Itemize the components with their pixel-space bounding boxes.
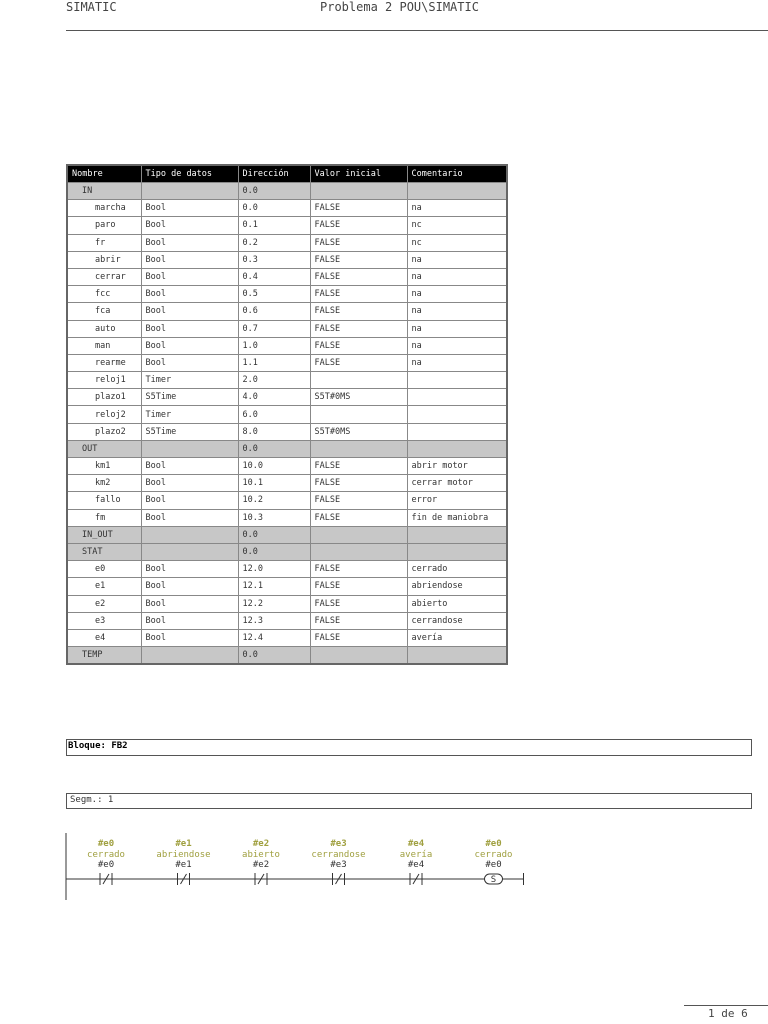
variable-declaration-table xyxy=(66,164,508,665)
cell-addr: 0.0 xyxy=(238,647,310,665)
cell-type: Bool xyxy=(141,612,238,629)
cell-comment: na xyxy=(407,200,507,217)
table-row xyxy=(67,320,507,337)
cell-addr: 4.0 xyxy=(238,389,310,406)
section-row xyxy=(67,526,507,543)
cell-addr: 12.2 xyxy=(238,595,310,612)
cell-type: Bool xyxy=(141,286,238,303)
table-row xyxy=(67,423,507,440)
cell-init: FALSE xyxy=(310,286,407,303)
cell-name: abrir xyxy=(67,251,141,268)
cell-addr: 0.3 xyxy=(238,251,310,268)
cell-type: Bool xyxy=(141,217,238,234)
cell-name: rearme xyxy=(67,354,141,371)
cell-addr: 0.5 xyxy=(238,286,310,303)
cell-addr: 0.0 xyxy=(238,440,310,457)
table-row xyxy=(67,217,507,234)
cell-init xyxy=(310,372,407,389)
cell-init xyxy=(310,647,407,665)
cell-init xyxy=(310,183,407,200)
contact-comment: cerrado xyxy=(87,850,125,860)
cell-name: e0 xyxy=(67,561,141,578)
contact-address: #e1 xyxy=(175,860,192,870)
cell-comment xyxy=(407,526,507,543)
cell-type: Bool xyxy=(141,268,238,285)
cell-init: FALSE xyxy=(310,354,407,371)
cell-comment xyxy=(407,440,507,457)
page-header-title: Problema 2 POU\SIMATIC xyxy=(320,0,479,14)
ladder-network xyxy=(60,830,540,902)
cell-comment: cerrandose xyxy=(407,612,507,629)
table-row xyxy=(67,303,507,320)
cell-init: S5T#0MS xyxy=(310,389,407,406)
cell-name: km2 xyxy=(67,475,141,492)
coil-address: #e0 xyxy=(485,860,502,870)
table-row xyxy=(67,475,507,492)
segment-title-box xyxy=(66,793,752,809)
cell-comment: na xyxy=(407,268,507,285)
cell-init: FALSE xyxy=(310,234,407,251)
cell-addr: 0.0 xyxy=(238,200,310,217)
cell-type: Bool xyxy=(141,492,238,509)
cell-addr: 0.4 xyxy=(238,268,310,285)
cell-comment: abrir motor xyxy=(407,458,507,475)
cell-comment xyxy=(407,647,507,665)
cell-name: paro xyxy=(67,217,141,234)
table-row xyxy=(67,561,507,578)
contact-operand: #e1 xyxy=(175,839,192,849)
cell-init: FALSE xyxy=(310,509,407,526)
footer-rule xyxy=(684,1005,768,1006)
cell-addr: 2.0 xyxy=(238,372,310,389)
cell-type: Bool xyxy=(141,458,238,475)
contact-address: #e0 xyxy=(97,860,115,870)
section-row xyxy=(67,543,507,560)
cell-type: Bool xyxy=(141,303,238,320)
cell-comment xyxy=(407,423,507,440)
cell-addr: 10.1 xyxy=(238,475,310,492)
cell-comment: fin de maniobra xyxy=(407,509,507,526)
cell-comment: na xyxy=(407,303,507,320)
cell-addr: 12.0 xyxy=(238,561,310,578)
coil-symbol: S xyxy=(490,875,497,885)
cell-name: reloj2 xyxy=(67,406,141,423)
column-header-valor-inicial: Valor inicial xyxy=(310,165,407,183)
cell-type xyxy=(141,526,238,543)
table-row xyxy=(67,268,507,285)
section-row xyxy=(67,647,507,665)
cell-addr: 12.3 xyxy=(238,612,310,629)
section-row xyxy=(67,183,507,200)
coil-operand: #e0 xyxy=(485,839,502,849)
cell-init: FALSE xyxy=(310,251,407,268)
cell-comment: na xyxy=(407,286,507,303)
cell-name: man xyxy=(67,337,141,354)
cell-name: e3 xyxy=(67,612,141,629)
coil-comment: cerrado xyxy=(474,850,513,860)
cell-type: Bool xyxy=(141,509,238,526)
cell-addr: 1.1 xyxy=(238,354,310,371)
cell-comment: abierto xyxy=(407,595,507,612)
table-row xyxy=(67,337,507,354)
segment-title: Segm.: 1 xyxy=(70,795,114,805)
cell-addr: 10.2 xyxy=(238,492,310,509)
column-header-nombre: Nombre xyxy=(67,165,141,183)
contact-operand: #e4 xyxy=(407,839,425,849)
cell-init: FALSE xyxy=(310,612,407,629)
cell-name: e1 xyxy=(67,578,141,595)
cell-comment xyxy=(407,389,507,406)
cell-addr: 10.0 xyxy=(238,458,310,475)
cell-addr: 0.0 xyxy=(238,526,310,543)
cell-init xyxy=(310,440,407,457)
table-row xyxy=(67,458,507,475)
contact-address: #e4 xyxy=(407,860,425,870)
cell-comment: error xyxy=(407,492,507,509)
cell-comment xyxy=(407,183,507,200)
cell-init: FALSE xyxy=(310,629,407,646)
cell-type xyxy=(141,647,238,665)
cell-comment xyxy=(407,372,507,389)
column-header-direccion: Dirección xyxy=(238,165,310,183)
cell-name: reloj1 xyxy=(67,372,141,389)
cell-name: fr xyxy=(67,234,141,251)
section-row xyxy=(67,440,507,457)
cell-init xyxy=(310,406,407,423)
cell-addr: 0.1 xyxy=(238,217,310,234)
cell-comment: na xyxy=(407,354,507,371)
cell-type: Timer xyxy=(141,406,238,423)
cell-addr: 0.0 xyxy=(238,183,310,200)
cell-init: FALSE xyxy=(310,475,407,492)
cell-init: FALSE xyxy=(310,320,407,337)
table-row xyxy=(67,629,507,646)
table-row xyxy=(67,234,507,251)
table-row xyxy=(67,578,507,595)
column-header-comentario: Comentario xyxy=(407,165,507,183)
cell-comment: na xyxy=(407,251,507,268)
cell-type: Bool xyxy=(141,354,238,371)
cell-name: fca xyxy=(67,303,141,320)
contact-address: #e3 xyxy=(330,860,347,870)
table-header-row xyxy=(67,165,507,183)
cell-type: Bool xyxy=(141,629,238,646)
cell-type: Timer xyxy=(141,372,238,389)
table-row xyxy=(67,406,507,423)
cell-type: Bool xyxy=(141,200,238,217)
cell-type xyxy=(141,543,238,560)
contact-address: #e2 xyxy=(252,860,270,870)
cell-name: IN_OUT xyxy=(67,526,141,543)
cell-name: km1 xyxy=(67,458,141,475)
cell-init: FALSE xyxy=(310,303,407,320)
cell-name: TEMP xyxy=(67,647,141,665)
table-row xyxy=(67,200,507,217)
cell-init xyxy=(310,543,407,560)
cell-name: plazo2 xyxy=(67,423,141,440)
cell-comment: avería xyxy=(407,629,507,646)
cell-type: S5Time xyxy=(141,389,238,406)
cell-name: e4 xyxy=(67,629,141,646)
cell-type: Bool xyxy=(141,475,238,492)
header-rule xyxy=(66,30,768,31)
cell-name: cerrar xyxy=(67,268,141,285)
cell-comment: cerrar motor xyxy=(407,475,507,492)
cell-type: Bool xyxy=(141,320,238,337)
contact-comment: cerrandose xyxy=(311,850,366,860)
table-body xyxy=(67,183,507,665)
contact-operand: #e2 xyxy=(252,839,270,849)
table-row xyxy=(67,251,507,268)
cell-type: Bool xyxy=(141,595,238,612)
cell-name: IN xyxy=(67,183,141,200)
cell-name: marcha xyxy=(67,200,141,217)
cell-name: plazo1 xyxy=(67,389,141,406)
contact-operand: #e0 xyxy=(97,839,115,849)
cell-name: auto xyxy=(67,320,141,337)
cell-init: FALSE xyxy=(310,268,407,285)
page-number: 1 de 6 xyxy=(708,1007,748,1020)
contact-comment: avería xyxy=(399,850,433,860)
cell-init: S5T#0MS xyxy=(310,423,407,440)
cell-type xyxy=(141,183,238,200)
block-title-box xyxy=(66,739,752,756)
cell-comment xyxy=(407,543,507,560)
cell-comment: abriendose xyxy=(407,578,507,595)
cell-name: fm xyxy=(67,509,141,526)
cell-addr: 0.2 xyxy=(238,234,310,251)
cell-name: OUT xyxy=(67,440,141,457)
cell-init: FALSE xyxy=(310,561,407,578)
cell-comment: na xyxy=(407,337,507,354)
cell-init: FALSE xyxy=(310,492,407,509)
block-title: Bloque: FB2 xyxy=(68,741,128,751)
cell-init: FALSE xyxy=(310,200,407,217)
cell-init xyxy=(310,526,407,543)
cell-name: fallo xyxy=(67,492,141,509)
contact-comment: abierto xyxy=(242,850,280,860)
cell-addr: 0.7 xyxy=(238,320,310,337)
table-row xyxy=(67,612,507,629)
cell-addr: 1.0 xyxy=(238,337,310,354)
cell-addr: 8.0 xyxy=(238,423,310,440)
contact-operand: #e3 xyxy=(330,839,347,849)
cell-addr: 6.0 xyxy=(238,406,310,423)
contact-comment: abriendose xyxy=(156,850,211,860)
cell-type: Bool xyxy=(141,561,238,578)
cell-name: e2 xyxy=(67,595,141,612)
cell-addr: 10.3 xyxy=(238,509,310,526)
table-row xyxy=(67,354,507,371)
cell-type: Bool xyxy=(141,251,238,268)
cell-comment: nc xyxy=(407,234,507,251)
column-header-tipo: Tipo de datos xyxy=(141,165,238,183)
table-row xyxy=(67,286,507,303)
cell-addr: 0.0 xyxy=(238,543,310,560)
table-row xyxy=(67,509,507,526)
cell-addr: 12.1 xyxy=(238,578,310,595)
cell-init: FALSE xyxy=(310,578,407,595)
cell-init: FALSE xyxy=(310,458,407,475)
cell-init: FALSE xyxy=(310,337,407,354)
cell-name: fcc xyxy=(67,286,141,303)
cell-comment xyxy=(407,406,507,423)
table-row xyxy=(67,492,507,509)
cell-type: Bool xyxy=(141,578,238,595)
cell-name: STAT xyxy=(67,543,141,560)
cell-type: Bool xyxy=(141,234,238,251)
cell-type xyxy=(141,440,238,457)
cell-init: FALSE xyxy=(310,595,407,612)
cell-comment: nc xyxy=(407,217,507,234)
table-row xyxy=(67,595,507,612)
table-row xyxy=(67,372,507,389)
cell-type: S5Time xyxy=(141,423,238,440)
cell-comment: cerrado xyxy=(407,561,507,578)
cell-comment: na xyxy=(407,320,507,337)
page-header-left: SIMATIC xyxy=(66,0,117,14)
table-row xyxy=(67,389,507,406)
cell-type: Bool xyxy=(141,337,238,354)
cell-addr: 0.6 xyxy=(238,303,310,320)
cell-init: FALSE xyxy=(310,217,407,234)
cell-addr: 12.4 xyxy=(238,629,310,646)
